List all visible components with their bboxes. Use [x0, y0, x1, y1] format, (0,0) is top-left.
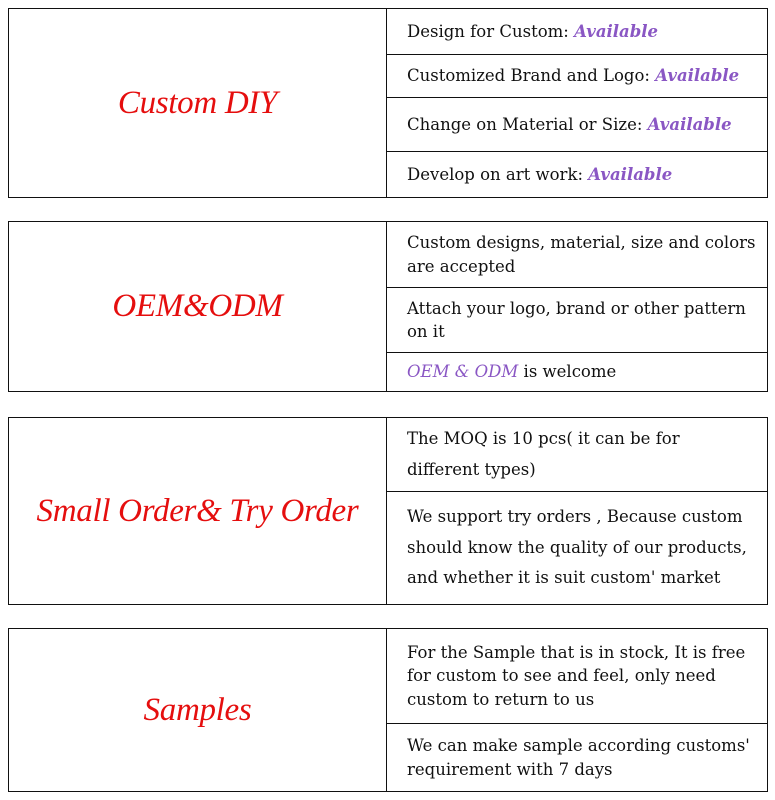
- detail-text: Attach your logo, brand or other pattern on it: [407, 298, 746, 341]
- detail-row: [387, 55, 767, 98]
- detail-row: [387, 353, 767, 391]
- detail-text: For the Sample that is in stock, It is free for custom to see and feel, only need custom to return to us: [407, 642, 746, 709]
- section-custom-diy: [8, 8, 768, 198]
- detail-row: [387, 98, 767, 152]
- detail-row: [387, 9, 767, 55]
- section-title-cell: [9, 418, 387, 604]
- detail-row: [387, 222, 767, 288]
- detail-row: [387, 724, 767, 791]
- detail-row: [387, 152, 767, 197]
- detail-row: [387, 629, 767, 724]
- detail-row: [387, 418, 767, 492]
- section-small-order: [8, 417, 768, 605]
- detail-text: is welcome: [518, 362, 617, 382]
- detail-row: [387, 492, 767, 604]
- section-title: OEM&ODM: [112, 288, 283, 324]
- section-title-cell: [9, 9, 387, 197]
- detail-text: Develop on art work:: [407, 164, 589, 184]
- detail-text: Customized Brand and Logo:: [407, 66, 656, 86]
- section-title: Small Order& Try Order: [36, 492, 359, 529]
- detail-text: Change on Material or Size:: [407, 114, 648, 134]
- section-details: [387, 9, 767, 197]
- section-title: Samples: [143, 691, 252, 728]
- detail-highlight: Available: [588, 164, 673, 184]
- detail-highlight: OEM & ODM: [407, 362, 519, 382]
- detail-highlight: Available: [655, 66, 740, 86]
- detail-highlight: Available: [574, 21, 659, 41]
- detail-text: We can make sample according customs' requirement with 7 days: [407, 736, 750, 779]
- section-details: [387, 418, 767, 604]
- detail-text: The MOQ is 10 pcs( it can be for different types): [407, 428, 680, 479]
- section-title: Custom DIY: [117, 84, 278, 121]
- detail-highlight: Available: [647, 114, 732, 134]
- detail-text: Custom designs, material, size and colors are accepted: [407, 233, 756, 276]
- section-details: [387, 222, 767, 391]
- section-samples: [8, 628, 768, 792]
- detail-text: We support try orders , Because custom should know the quality of our products, and whether it is suit custom' market: [407, 507, 747, 588]
- section-title-cell: [9, 629, 387, 791]
- section-details: [387, 629, 767, 791]
- section-title-cell: [9, 222, 387, 391]
- section-oem-odm: [8, 221, 768, 392]
- detail-text: Design for Custom:: [407, 21, 575, 41]
- detail-row: [387, 288, 767, 353]
